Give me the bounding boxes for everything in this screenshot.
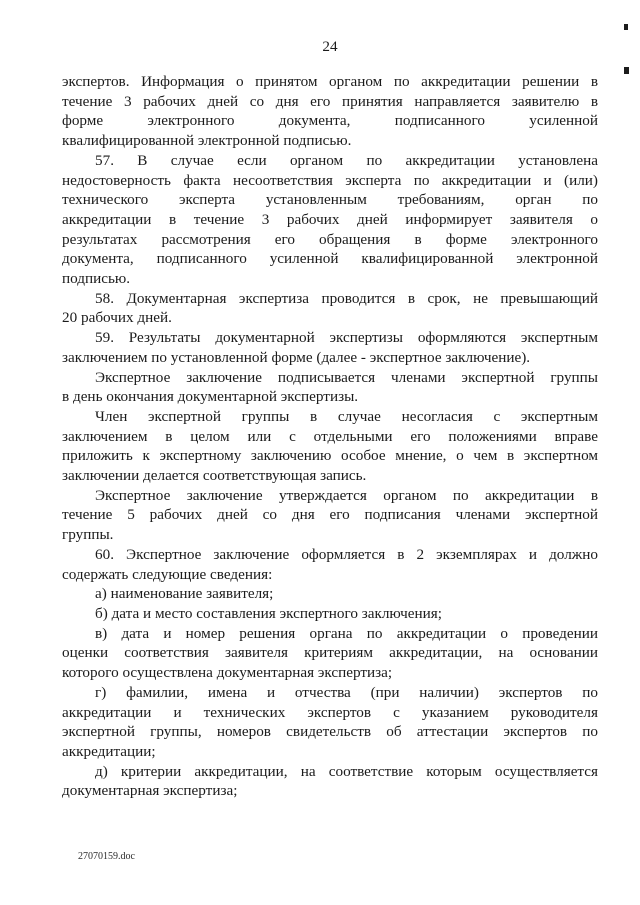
text-line: экспертной группы, номеров свидетельств об аттестации экспертов по: [62, 723, 598, 741]
text-line: течение 3 рабочих дней со дня его принятия направляется заявителю в: [62, 92, 598, 110]
text-line: результатах рассмотрения его обращения в форме электронного: [62, 230, 598, 248]
paragraph: [62, 72, 598, 151]
page-number: 24: [322, 38, 338, 55]
text-line: содержать следующие сведения:: [62, 565, 273, 583]
paragraph: [62, 545, 598, 584]
text-line: заключением в целом или с отдельными его положениями вправе: [62, 427, 598, 445]
text-line: документарная экспертиза;: [62, 782, 238, 800]
text-line: заключением по установленной форме (далее - экспертное заключение).: [62, 348, 531, 366]
text-line: заключении делается соответствующая запись.: [62, 467, 367, 485]
text-line: подписью.: [62, 270, 131, 288]
paragraph: [62, 604, 598, 624]
text-line: г) фамилии, имена и отчества (при наличии) экспертов по: [95, 683, 598, 701]
text-line: в день окончания документарной экспертизы.: [62, 388, 359, 406]
text-line: Экспертное заключение подписывается членами экспертной группы: [95, 368, 598, 386]
paragraph: [62, 407, 598, 486]
paragraph: [62, 151, 598, 289]
text-line: 59. Результаты документарной экспертизы оформляются экспертным: [95, 329, 598, 347]
document-text: [62, 72, 598, 801]
text-line: 58. Документарная экспертиза проводится в срок, не превышающий: [95, 289, 598, 307]
text-line: 20 рабочих дней.: [62, 309, 172, 327]
paragraph: [62, 486, 598, 545]
text-line: группы.: [62, 526, 114, 544]
text-line: экспертов. Информация о принятом органом по аккредитации решении в: [62, 73, 598, 90]
text-line: течение 5 рабочих дней со дня его подписания членами экспертной: [62, 506, 598, 524]
paragraph: [62, 584, 598, 604]
text-line: оценки соответствия заявителя критериям аккредитации, на основании: [62, 644, 598, 662]
text-line: недостоверность факта несоответствия эксперта по аккредитации и (или): [62, 171, 598, 189]
text-line: 57. В случае если органом по аккредитации установлена: [95, 151, 598, 169]
text-line: которого осуществлена документарная экспертиза;: [62, 664, 393, 682]
footer-filename: 27070159.doc: [78, 851, 135, 862]
text-line: в) дата и номер решения органа по аккредитации о проведении: [95, 624, 598, 642]
paragraph: [62, 762, 598, 801]
paragraph: [62, 683, 598, 762]
paragraph: [62, 328, 598, 367]
text-line: д) критерии аккредитации, на соответствие которым осуществляется: [95, 762, 598, 780]
text-line: приложить к экспертному заключению особое мнение, о чем в экспертном: [62, 447, 598, 465]
text-line: технического эксперта установленным требованиям, орган по: [62, 191, 598, 209]
paragraph: [62, 289, 598, 328]
text-line: форме электронного документа, подписанного усиленной: [62, 112, 598, 130]
text-line: аккредитации в течение 3 рабочих дней информирует заявителя о: [62, 210, 598, 228]
paragraph: [62, 624, 598, 683]
text-line: б) дата и место составления экспертного заключения;: [95, 604, 443, 622]
text-line: Член экспертной группы в случае несогласия с экспертным: [95, 407, 598, 425]
scan-speck: [624, 24, 628, 30]
text-line: аккредитации;: [62, 742, 156, 760]
text-line: Экспертное заключение утверждается органом по аккредитации в: [95, 486, 598, 504]
text-line: документа, подписанного усиленной квалифицированной электронной: [62, 250, 598, 268]
scan-speck: [624, 67, 629, 74]
text-line: 60. Экспертное заключение оформляется в 2 экземплярах и должно: [95, 545, 598, 563]
text-line: а) наименование заявителя;: [95, 585, 274, 603]
text-line: аккредитации и технических экспертов с указанием руководителя: [62, 703, 598, 721]
paragraph: [62, 368, 598, 407]
text-line: квалифицированной электронной подписью.: [62, 132, 352, 150]
